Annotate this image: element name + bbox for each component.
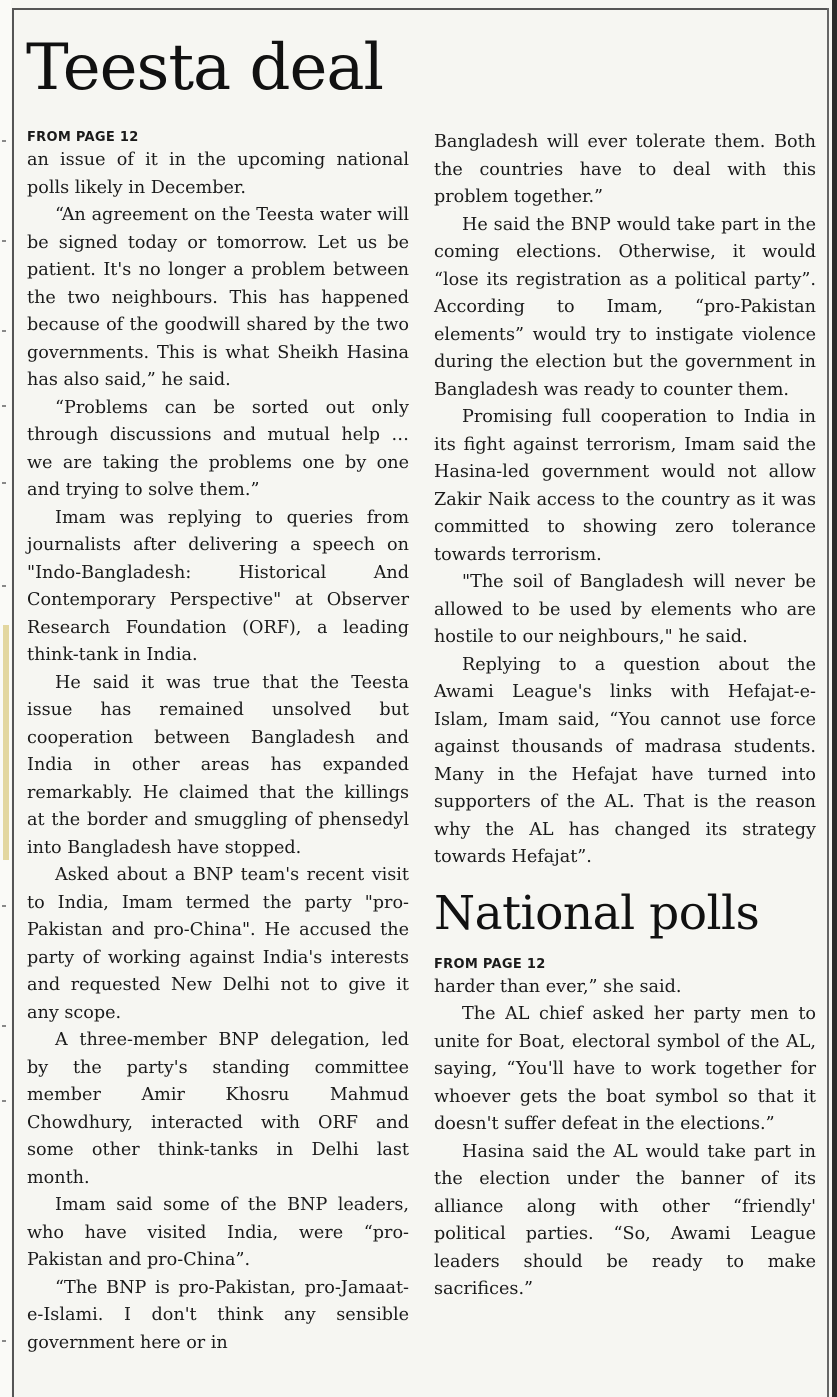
paragraph: Bangladesh will ever tolerate them. Both the countries have to deal with this problem together.”	[434, 132, 816, 207]
paragraph: "The soil of Bangladesh will never be allowed to be used by elements who are hostile to our neighbours," he said.	[434, 572, 816, 647]
article-column-1	[27, 129, 409, 1357]
paragraph: Imam was replying to queries from journalists after delivering a speech on "Indo-Bangladesh: Historical And Contemporary Perspective" at Observer Research Foundation (ORF), a leading think-tank in India.	[27, 507, 409, 665]
paragraph: an issue of it in the upcoming national polls likely in December.	[27, 150, 409, 198]
paragraph: Promising full cooperation to India in its fight against terrorism, Imam said the Hasina-led government would not allow Zakir Naik access to the country as it was committed to showing zero tolerance towards terrorism.	[434, 407, 816, 565]
paragraph: harder than ever,” she said.	[434, 976, 682, 997]
paragraph: Asked about a BNP team's recent visit to India, Imam termed the party "pro-Pakistan and pro-China". He accused the party of working against India's interests and requested New Delhi not to give it any scope.	[27, 865, 409, 1023]
paragraph: “Problems can be sorted out only through discussions and mutual help … we are taking the problems one by one and trying to solve them.”	[27, 397, 409, 500]
top-rule	[12, 8, 827, 10]
sub-headline: National polls	[434, 885, 760, 941]
right-rule	[827, 8, 829, 1397]
article-column-2	[434, 129, 816, 1304]
from-page-label: FROM PAGE 12	[434, 956, 546, 972]
paragraph: Imam said some of the BNP leaders, who have visited India, were “pro-Pakistan and pro-China”.	[27, 1195, 409, 1270]
headline: Teesta deal	[26, 31, 383, 105]
page-edge-shadow	[832, 0, 837, 1397]
paragraph: “The BNP is pro-Pakistan, pro-Jamaat-e-Islami. I don't think any sensible government here or in	[27, 1277, 409, 1353]
from-page-label: FROM PAGE 12	[27, 130, 139, 145]
paragraph: He said the BNP would take part in the coming elections. Otherwise, it would “lose its registration as a political party”. According to Imam, “pro-Pakistan elements” would try to instigate violence during the election but the government in Bangladesh was ready to counter them.	[434, 214, 816, 400]
paragraph: Replying to a question about the Awami League's links with Hefajat-e-Islam, Imam said, “You cannot use force against thousands of madrasa students. Many in the Hefajat have turned into supporters of the AL. That is the reason why the AL has changed its strategy towards Hefajat”.	[434, 654, 816, 867]
left-rule	[12, 8, 14, 1397]
adjacent-page-edge	[0, 0, 11, 1397]
paragraph: “An agreement on the Teesta water will be signed today or tomorrow. Let us be patient. It's no longer a problem between the two neighbours. This has happened because of the goodwill shared by the two governments. This is what Sheikh Hasina has also said,” he said.	[27, 205, 409, 390]
paragraph: He said it was true that the Teesta issue has remained unsolved but cooperation between Bangladesh and India in other areas has expanded remarkably. He claimed that the killings at the border and smuggling of phensedyl into Bangladesh have stopped.	[27, 672, 409, 858]
paragraph: The AL chief asked her party men to unite for Boat, electoral symbol of the AL, saying, “You'll have to work together for whoever gets the boat symbol so that it doesn't suffer defeat in the elections.”	[434, 1004, 816, 1134]
paragraph: Hasina said the AL would take part in the election under the banner of its alliance along with other “friendly' political parties. “So, Awami League leaders should be ready to make sacrifices.”	[434, 1141, 816, 1299]
paragraph: A three-member BNP delegation, led by the party's standing committee member Amir Khosru Mahmud Chowdhury, interacted with ORF and some other think-tanks in Delhi last month.	[27, 1030, 409, 1188]
